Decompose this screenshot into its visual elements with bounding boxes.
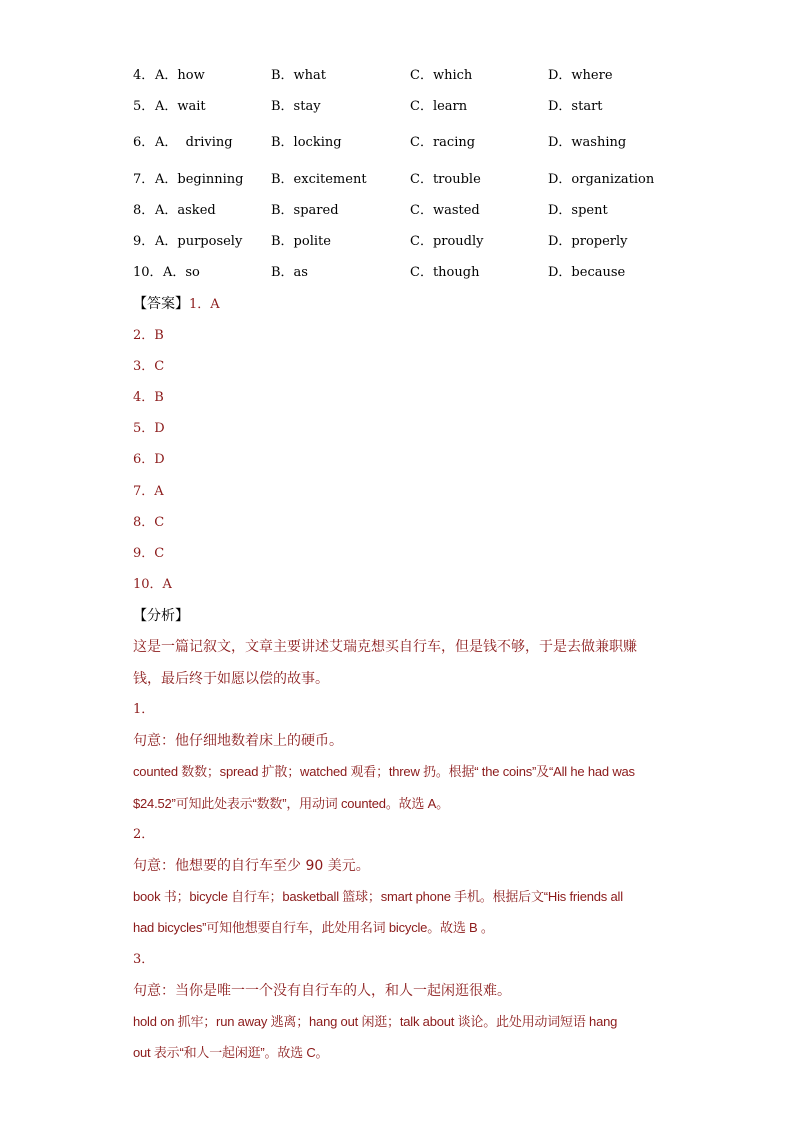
question-5-options bbox=[0, 97, 794, 117]
answer-header: 【答案】 bbox=[133, 296, 189, 312]
answer-item: 6．D bbox=[133, 452, 165, 467]
option-c: C．which bbox=[410, 68, 473, 83]
option-c: C．wasted bbox=[410, 203, 480, 218]
explanation-line bbox=[133, 918, 494, 938]
option-a: A．purposely bbox=[155, 234, 243, 249]
option-d: D．where bbox=[548, 68, 613, 83]
sentence-meaning: 句意：他想要的自行车至少 90 美元。 bbox=[133, 858, 370, 874]
option-c: C．proudly bbox=[410, 234, 484, 249]
question-number: 10． bbox=[133, 265, 163, 280]
explanation-line bbox=[133, 762, 635, 782]
explanation-line bbox=[133, 794, 449, 814]
option-d: D．washing bbox=[548, 135, 627, 150]
question-8-options bbox=[0, 201, 794, 221]
analysis-header bbox=[133, 606, 189, 627]
option-d: D．spent bbox=[548, 203, 608, 218]
option-a: A．so bbox=[163, 265, 200, 280]
option-c: C．racing bbox=[410, 135, 476, 150]
analysis-item-number: 3． bbox=[133, 952, 155, 967]
analysis-item-number: 1． bbox=[133, 702, 155, 717]
option-b: B．spared bbox=[271, 203, 339, 218]
option-a: A．wait bbox=[155, 99, 206, 114]
analysis-item-number: 2． bbox=[133, 827, 155, 842]
explanation-line bbox=[133, 887, 623, 907]
option-a: A． driving bbox=[155, 135, 233, 150]
answer-item: 4．B bbox=[133, 390, 164, 405]
option-b: B．as bbox=[271, 265, 308, 280]
option-d: D．organization bbox=[548, 172, 655, 187]
explanation-line bbox=[133, 1043, 328, 1063]
summary-line: 钱，最后终于如愿以偿的故事。 bbox=[133, 671, 329, 687]
sentence-meaning: 句意：他仔细地数着床上的硬币。 bbox=[133, 733, 343, 749]
option-b: B．excitement bbox=[271, 172, 367, 187]
question-7-options bbox=[0, 170, 794, 190]
answer-item: 5．D bbox=[133, 421, 165, 436]
option-c: C．learn bbox=[410, 99, 468, 114]
option-b: B．locking bbox=[271, 135, 342, 150]
option-c: C．though bbox=[410, 265, 480, 280]
explanation-text: book 书；bicycle 自行车；basketball 篮球；smart phone 手机。根据后文“His friends all bbox=[133, 889, 623, 904]
option-a: A．how bbox=[155, 68, 205, 83]
question-10-options bbox=[0, 263, 794, 283]
answer-item: 10．A bbox=[133, 577, 172, 592]
question-number: 4． bbox=[133, 68, 155, 83]
question-9-options bbox=[0, 232, 794, 252]
answer-item: 3．C bbox=[133, 359, 165, 374]
summary-line: 这是一篇记叙文，文章主要讲述艾瑞克想买自行车，但是钱不够，于是去做兼职赚 bbox=[133, 639, 637, 655]
option-a: A．beginning bbox=[155, 172, 244, 187]
option-d: D．because bbox=[548, 265, 626, 280]
analysis-header-text: 【分析】 bbox=[133, 608, 189, 624]
answer-item: 8．C bbox=[133, 515, 165, 530]
answer-item: 9．C bbox=[133, 546, 165, 561]
question-number: 6． bbox=[133, 135, 155, 150]
answer-first-line bbox=[133, 294, 220, 315]
answer-item: 7．A bbox=[133, 484, 164, 499]
option-b: B．what bbox=[271, 68, 327, 83]
option-b: B．polite bbox=[271, 234, 331, 249]
question-number: 8． bbox=[133, 203, 155, 218]
question-number: 7． bbox=[133, 172, 155, 187]
question-4-options bbox=[0, 66, 794, 86]
option-d: D．properly bbox=[548, 234, 628, 249]
question-number: 5． bbox=[133, 99, 155, 114]
option-d: D．start bbox=[548, 99, 603, 114]
explanation-text: hold on 抓牢；run away 逃离；hang out 闲逛；talk about 谈论。此处用动词短语 hang bbox=[133, 1014, 618, 1029]
question-number: 9． bbox=[133, 234, 155, 249]
explanation-text: $24.52”可知此处表示“数数”，用动词 counted。故选 A。 bbox=[133, 796, 449, 811]
option-a: A．asked bbox=[155, 203, 216, 218]
answer-item: 2．B bbox=[133, 328, 164, 343]
option-b: B．stay bbox=[271, 99, 321, 114]
explanation-text: out 表示“和人一起闲逛”。故选 C。 bbox=[133, 1045, 329, 1060]
option-c: C．trouble bbox=[410, 172, 481, 187]
question-6-options bbox=[0, 133, 794, 153]
explanation-text: counted 数数；spread 扩散；watched 观看；threw 扔。根据“ the coins”及“All he had was bbox=[133, 764, 635, 779]
answer-item: 1．A bbox=[189, 297, 220, 312]
explanation-line bbox=[133, 1012, 617, 1032]
sentence-meaning: 句意：当你是唯一一个没有自行车的人，和人一起闲逛很难。 bbox=[133, 983, 511, 999]
explanation-text: had bicycles”可知他想要自行车，此处用名词 bicycle。故选 B 。 bbox=[133, 920, 494, 935]
